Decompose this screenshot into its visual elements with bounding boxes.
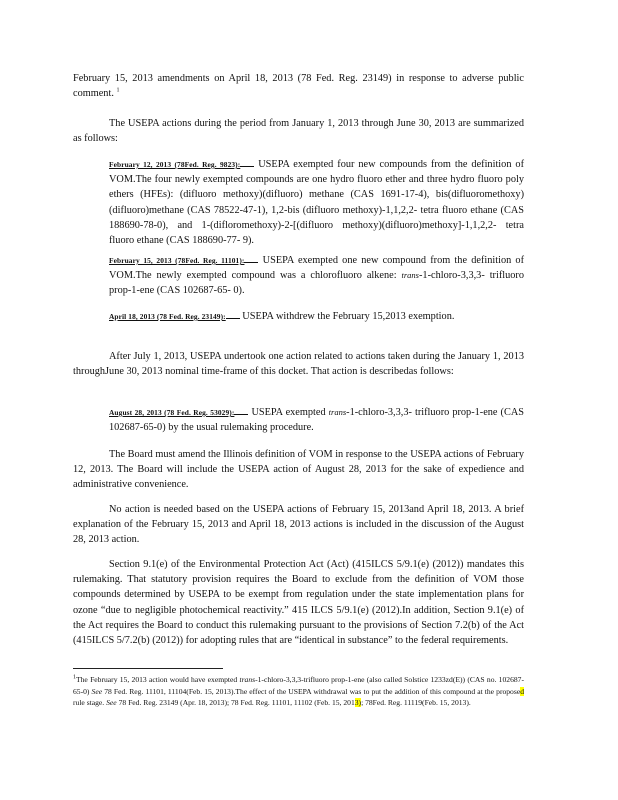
action-item-feb-12 xyxy=(109,157,524,248)
italic-term: trans xyxy=(239,675,256,684)
action-item-feb-15 xyxy=(109,253,524,299)
paragraph-text: February 15, 2013 amendments on April 18, 2013 (78 Fed. Reg. 23149) in response to adverse public comment. xyxy=(73,73,524,100)
footnote-text: The February 15, 2013 action would have exempted xyxy=(76,675,238,684)
paragraph-after-july: After July 1, 2013, USEPA undertook one action related to actions taken during the January 1, 2013 throughJune 30, 2013 nominal time-frame of this docket. That action is describedas follows: xyxy=(73,351,524,378)
italic-citation-signal: See xyxy=(106,698,117,708)
footnote-text: rule stage. xyxy=(73,698,105,708)
italic-term: trans xyxy=(328,407,347,417)
footnote-separator xyxy=(73,668,223,669)
paragraph-board-amend: The Board must amend the Illinois definition of VOM in response to the USEPA actions of February 12, 2013. The Board will include the USEPA action of August 28, 2013 for the sake of expedience and administrative convenience. xyxy=(73,449,524,491)
highlighted-text: 3) xyxy=(354,698,362,708)
heading-underline-gap xyxy=(244,261,258,263)
action-text: USEPA exempted one new compound from the definition of VOM.The newly exempted compound was a chlorofluoro alkene: xyxy=(109,255,525,282)
action-item-aug-28 xyxy=(109,405,524,435)
footnote-text: ; 78Fed. Reg. 11119(Feb. 15, 2013). xyxy=(361,698,471,708)
action-heading: April 18, 2013 (78 Fed. Reg. 23149): xyxy=(109,312,226,321)
italic-citation-signal: See xyxy=(91,686,103,696)
action-heading: February 15, 2013 (78Fed. Reg. 11101): xyxy=(109,256,245,265)
highlighted-text: d xyxy=(520,686,524,696)
heading-underline-gap xyxy=(234,413,248,415)
footnote-text: -1-chloro-3,3,3-trifluoro prop-1-ene (also called Solstice 1233zd(E)) (CAS no. 102687-65-0) xyxy=(73,675,524,696)
action-heading: August 28, 2013 (78 Fed. Reg. 53029): xyxy=(109,408,235,417)
footnote-text: 78 Fed. Reg. 11101, 11104(Feb. 15, 2013).The effect of the USEPA withdrawal was to put the addition of this compound at the propose xyxy=(104,686,521,696)
footnote-text: 78 Fed. Reg. 23149 (Apr. 18, 2013); 78 Fed. Reg. 11101, 11102 (Feb. 15, 201 xyxy=(118,698,355,708)
footnote-mark: 1 xyxy=(73,674,76,681)
italic-term: trans xyxy=(401,270,419,281)
paragraph-no-action: No action is needed based on the USEPA actions of February 15, 2013and April 18, 2013. A brief explanation of the February 15, 2013 and April 18, 2013 actions is included in the discussion of the August 28, 2013 action. xyxy=(73,504,524,546)
paragraph-summary: The USEPA actions during the period from January 1, 2013 through June 30, 2013 are summarized as follows: xyxy=(73,118,524,145)
action-heading: February 12, 2013 (78Fed. Reg. 9823): xyxy=(109,160,241,169)
action-item-apr-18 xyxy=(109,309,524,324)
action-text: USEPA exempted xyxy=(251,407,326,418)
heading-underline-gap xyxy=(240,165,254,167)
action-text: -1-chloro-3,3,3- trifluoro prop-1-ene (CAS 102687-65-0) by the usual rulemaking procedure. xyxy=(109,407,524,434)
footnote xyxy=(73,674,524,709)
action-text: -1-chloro-3,3,3- trifluoro prop-1-ene (CAS 102687-65- 0). xyxy=(109,270,525,297)
paragraph-section-9-1e: Section 9.1(e) of the Environmental Protection Act (Act) (415ILCS 5/9.1(e) (2012)) mandates this rulemaking. That statutory provision requires the Board to exclude from the definition of VOM those compounds determined by USEPA to be exempt from regulation under the state implementation plans for ozone “due to negligible photochemical reactivity.” 415 ILCS 5/9.1(e) (2012).In addition, Section 9.1(e) of the Act requires the Board to conduct this rulemaking pursuant to the provisions of Section 7.2(b) of the Act (415ILCS 5/7.2(b) (2012)) for adopting rules that are “identical in substance” to the federal requirements. xyxy=(73,559,524,647)
action-text: USEPA withdrew the February 15,2013 exemption. xyxy=(242,311,455,322)
paragraph-intro xyxy=(73,71,524,101)
heading-underline-gap xyxy=(226,317,240,319)
action-text: USEPA exempted four new compounds from the definition of VOM.The four newly exempted compounds are one hydro fluoro ether and three hydro fluoro poly ethers (HFEs): (difluoro methoxy)(difluoro) methane (CAS 1691-17-4), bis(difluoromethoxy)(difluoro)methane (CAS 78522-47-1), 1,2-bis (difluoro methoxy)-1,1,2,2- tetra fluoro ethane (CAS 188690-78-0), and 1-(difloromethoxy)-2-[(difluoro methoxy)(difluoro)methoxy]-1,1,2,2- tetra fluoro ethane (CAS 188690-77- 9). xyxy=(109,159,524,247)
footnote-reference: 1 xyxy=(116,87,120,94)
